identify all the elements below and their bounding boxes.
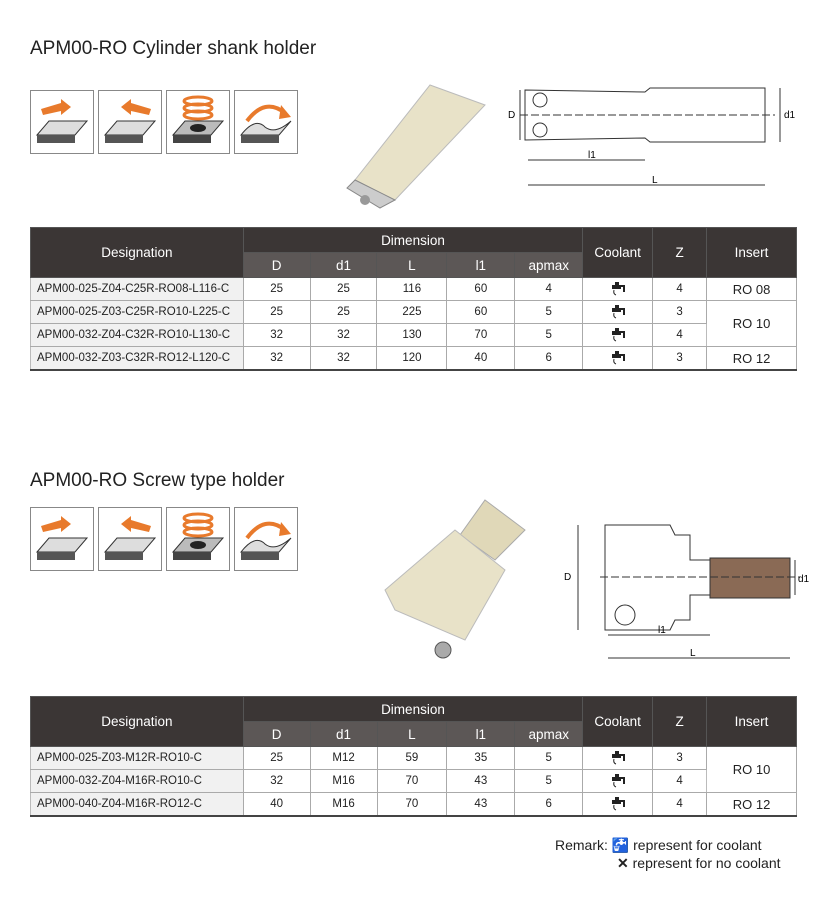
apmax-cell: 5 — [515, 747, 583, 770]
l1-cell: 43 — [447, 793, 515, 817]
designation-cell: APM00-025-Z03-C25R-RO10-L225-C — [31, 301, 244, 324]
insert-cell: RO 08 — [707, 278, 797, 301]
header-D: D — [243, 722, 310, 747]
cylinder-holder-drawing — [500, 80, 800, 195]
d1-cell: M16 — [310, 770, 377, 793]
z-cell: 3 — [653, 747, 707, 770]
header-z: Z — [653, 228, 707, 278]
remark-coolant: represent for coolant — [633, 837, 762, 853]
insert-cell: RO 12 — [707, 793, 797, 817]
D-cell: 25 — [243, 747, 310, 770]
table-row — [31, 301, 797, 324]
no-coolant-icon: ✕ — [617, 855, 629, 871]
z-cell: 4 — [653, 770, 707, 793]
D-cell: 32 — [243, 324, 310, 347]
header-d1: d1 — [310, 253, 377, 278]
slotting-icon — [98, 507, 162, 571]
insert-cell: RO 10 — [707, 301, 797, 347]
l1-cell: 43 — [447, 770, 515, 793]
z-cell: 3 — [653, 301, 707, 324]
z-cell: 4 — [653, 278, 707, 301]
header-L: L — [377, 722, 447, 747]
l1-cell: 35 — [447, 747, 515, 770]
apmax-cell: 5 — [515, 770, 583, 793]
coolant-icon: 🚰 — [611, 837, 630, 853]
apmax-cell: 6 — [515, 793, 583, 817]
apmax-cell: 4 — [515, 278, 583, 301]
table-row — [31, 770, 797, 793]
remark — [555, 836, 781, 872]
header-apmax: apmax — [515, 722, 583, 747]
designation-cell: APM00-032-Z04-C32R-RO10-L130-C — [31, 324, 244, 347]
section2-title: APM00-RO Screw type holder — [30, 470, 285, 491]
insert-cell: RO 12 — [707, 347, 797, 371]
D-cell: 25 — [243, 301, 310, 324]
svg-text:D: D — [564, 572, 572, 583]
designation-cell: APM00-025-Z04-C25R-RO08-L116-C — [31, 278, 244, 301]
table-row — [31, 747, 797, 770]
apmax-cell: 6 — [515, 347, 583, 371]
l1-cell: 40 — [447, 347, 515, 371]
z-cell: 4 — [653, 793, 707, 817]
header-dimension: Dimension — [243, 697, 583, 722]
apmax-cell: 5 — [515, 324, 583, 347]
header-l1: l1 — [447, 253, 515, 278]
helical-interpolation-icon — [166, 90, 230, 154]
profiling-icon — [234, 90, 298, 154]
coolant-icon — [583, 347, 653, 371]
table-row — [31, 793, 797, 817]
screw-holder-table — [30, 696, 797, 817]
designation-cell: APM00-025-Z03-M12R-RO10-C — [31, 747, 244, 770]
cylinder-holder-image — [335, 80, 495, 210]
machining-icons — [30, 90, 298, 154]
header-d1: d1 — [310, 722, 377, 747]
header-apmax: apmax — [515, 253, 583, 278]
header-insert: Insert — [707, 697, 797, 747]
L-cell: 70 — [377, 793, 447, 817]
profiling-icon — [234, 507, 298, 571]
header-coolant: Coolant — [583, 228, 653, 278]
L-cell: 59 — [377, 747, 447, 770]
designation-cell: APM00-032-Z04-M16R-RO10-C — [31, 770, 244, 793]
svg-text:d1: d1 — [784, 110, 796, 121]
coolant-icon — [583, 770, 653, 793]
section1-title: APM00-RO Cylinder shank holder — [30, 38, 317, 59]
z-cell: 3 — [653, 347, 707, 371]
header-L: L — [377, 253, 447, 278]
insert-cell: RO 10 — [707, 747, 797, 793]
machining-icons-2 — [30, 507, 298, 571]
designation-cell: APM00-032-Z03-C32R-RO12-L120-C — [31, 347, 244, 371]
designation-cell: APM00-040-Z04-M16R-RO12-C — [31, 793, 244, 817]
z-cell: 4 — [653, 324, 707, 347]
l1-cell: 60 — [447, 301, 515, 324]
screw-holder-image — [375, 490, 545, 665]
header-designation: Designation — [31, 228, 244, 278]
header-dimension: Dimension — [243, 228, 583, 253]
remark-no-coolant: represent for no coolant — [632, 855, 781, 871]
D-cell: 32 — [243, 347, 310, 371]
coolant-icon — [583, 301, 653, 324]
L-cell: 130 — [377, 324, 447, 347]
L-cell: 70 — [377, 770, 447, 793]
header-z: Z — [653, 697, 707, 747]
d1-cell: M12 — [310, 747, 377, 770]
d1-cell: M16 — [310, 793, 377, 817]
l1-cell: 70 — [447, 324, 515, 347]
helical-interpolation-icon — [166, 507, 230, 571]
remark-label: Remark: — [555, 837, 608, 853]
svg-text:D: D — [508, 110, 516, 121]
svg-text:d1: d1 — [798, 574, 810, 585]
svg-text:l1: l1 — [658, 625, 666, 636]
L-cell: 225 — [377, 301, 447, 324]
coolant-icon — [583, 747, 653, 770]
d1-cell: 25 — [310, 301, 377, 324]
L-cell: 120 — [377, 347, 447, 371]
header-l1: l1 — [447, 722, 515, 747]
svg-text:L: L — [652, 175, 658, 186]
table-row — [31, 324, 797, 347]
d1-cell: 32 — [310, 324, 377, 347]
coolant-icon — [583, 278, 653, 301]
svg-text:L: L — [690, 648, 696, 659]
coolant-icon — [583, 793, 653, 817]
svg-text:l1: l1 — [588, 150, 596, 161]
face-milling-icon — [30, 507, 94, 571]
header-D: D — [243, 253, 310, 278]
D-cell: 25 — [243, 278, 310, 301]
screw-holder-drawing — [560, 520, 810, 665]
table-row — [31, 278, 797, 301]
D-cell: 32 — [243, 770, 310, 793]
table-row — [31, 347, 797, 371]
d1-cell: 25 — [310, 278, 377, 301]
D-cell: 40 — [243, 793, 310, 817]
apmax-cell: 5 — [515, 301, 583, 324]
coolant-icon — [583, 324, 653, 347]
L-cell: 116 — [377, 278, 447, 301]
l1-cell: 60 — [447, 278, 515, 301]
cylinder-holder-table — [30, 227, 797, 371]
header-designation: Designation — [31, 697, 244, 747]
face-milling-icon — [30, 90, 94, 154]
d1-cell: 32 — [310, 347, 377, 371]
header-insert: Insert — [707, 228, 797, 278]
slotting-icon — [98, 90, 162, 154]
header-coolant: Coolant — [583, 697, 653, 747]
